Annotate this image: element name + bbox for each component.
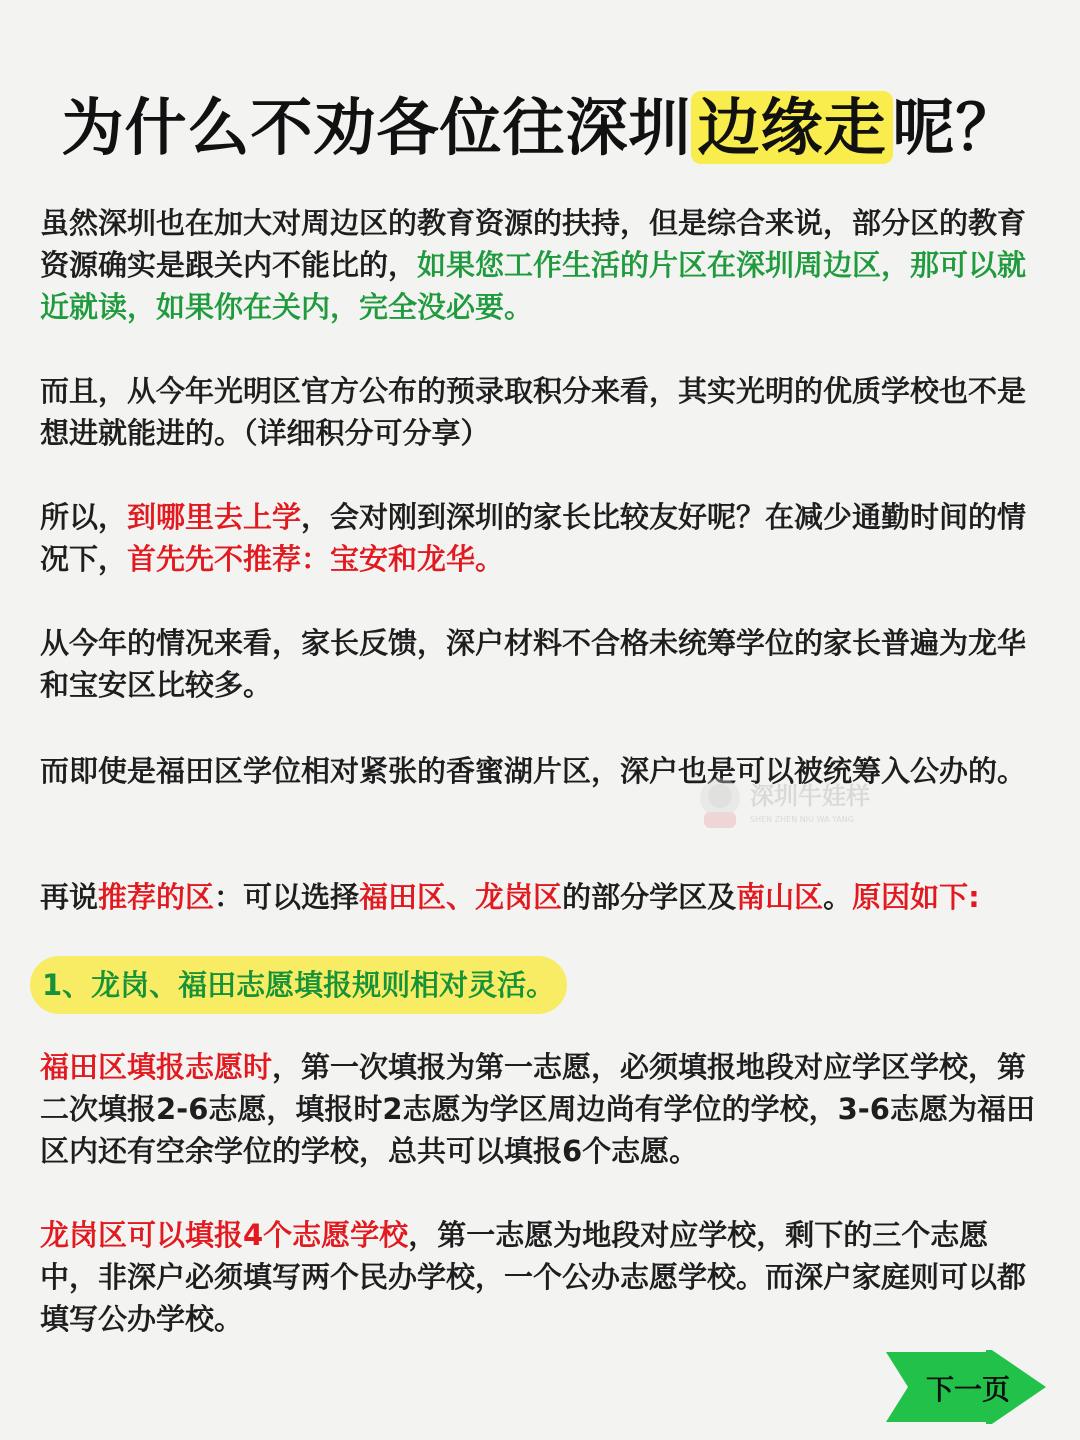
p3-c: ，会对刚到深圳的家长比较友好呢？在减少通勤时间的情况下，: [40, 500, 1027, 576]
paragraph-5: 而即使是福田区学位相对紧张的香蜜湖片区，深户也是可以被统筹入公办的。: [40, 754, 1027, 788]
paragraph-4: 从今年的情况来看，家长反馈，深户材料不合格未统筹学位的家长普遍为龙华和宝安区比较多。: [40, 626, 1027, 702]
p6-red-4: 原因如下:: [852, 880, 980, 914]
p3-a: 所以，: [40, 500, 128, 534]
title-highlight: 边缘走: [691, 91, 892, 164]
paragraph-6: [40, 876, 1040, 918]
p6-e: 的部分学区及: [562, 880, 737, 914]
p7-red: 福田区填报志愿时: [40, 1050, 273, 1084]
watermark-subtext: SHEN ZHEN NIU WA YANG: [750, 815, 854, 824]
point-1-highlight: 1、龙岗、福田志愿填报规则相对灵活。: [30, 956, 567, 1014]
p6-red-3: 南山区: [736, 880, 824, 914]
p6-g: 。: [823, 880, 853, 914]
p6-c: ：可以选择: [214, 880, 360, 914]
next-page-label: 下一页: [926, 1373, 1011, 1406]
p8-b: ，第一志愿为地段对应学校，剩下的三个志愿中，非深户必须填写两个民办学校，一个公办志愿学校。而深户家庭则可以都填写公办学校。: [40, 1218, 1027, 1336]
page-title: [0, 78, 1080, 167]
paragraph-8: [40, 1214, 1040, 1340]
next-page-button[interactable]: [886, 1350, 1046, 1424]
p6-red-2: 福田区、龙岗区: [359, 880, 563, 914]
paragraph-3: [40, 496, 1040, 580]
p7-b: ，第一次填报为第一志愿，必须填报地段对应学区学校，第二次填报2-6志愿，填报时2志愿为学区周边尚有学位的学校，3-6志愿为福田区内还有空余学位的学校，总共可以填报6个志愿。: [40, 1050, 1035, 1168]
paragraph-7: [40, 1046, 1040, 1172]
p6-red-1: 推荐的区: [98, 880, 215, 914]
p8-red: 龙岗区可以填报4个志愿学校: [40, 1218, 409, 1252]
paragraph-2: 而且，从今年光明区官方公布的预录取积分来看，其实光明的优质学校也不是想进就能进的。（详细积分可分享）: [40, 374, 1027, 450]
paragraph-1-text: 虽然深圳也在加大对周边区的教育资源的扶持，但是综合来说，部分区的教育资源确实是跟关内不能比的，: [40, 206, 1027, 282]
paragraph-1-green-text: 如果您工作生活的片区在深圳周边区，那可以就近就读，如果你在关内，完全没必要。: [40, 248, 1027, 324]
p3-red-1: 到哪里去上学: [127, 500, 302, 534]
watermark-logo: [690, 770, 900, 840]
paragraph-1: [40, 202, 1040, 328]
watermark-text: 深圳牛娃样: [750, 782, 870, 810]
title-suffix: 呢？: [892, 91, 1019, 164]
watermark-mascot-icon: [690, 770, 900, 840]
p3-red-2: 首先先不推荐：宝安和龙华。: [127, 542, 505, 576]
title-prefix: 为什么不劝各位往深圳: [61, 91, 692, 164]
p6-a: 再说: [40, 880, 99, 914]
